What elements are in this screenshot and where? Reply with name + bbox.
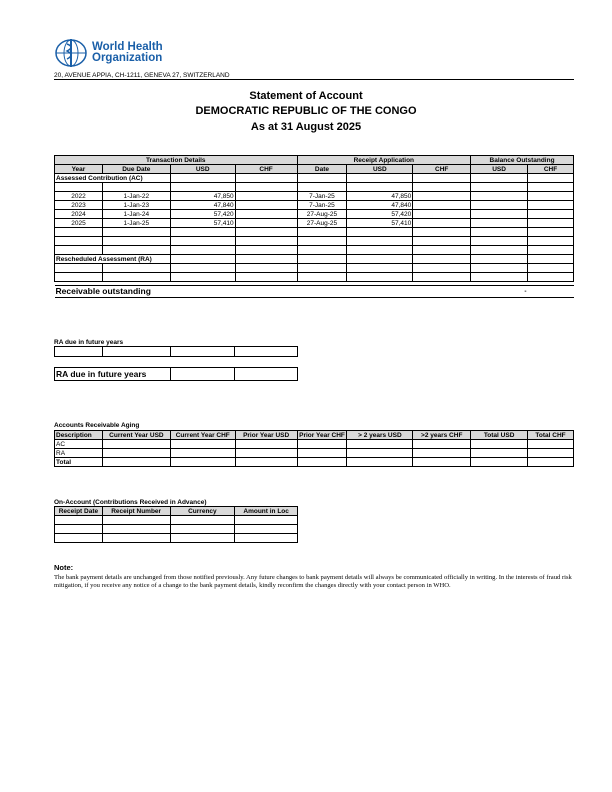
table-row [55, 516, 298, 525]
org-logo-text [92, 42, 163, 64]
section-ac-label: Assessed Contribution (AC) [55, 174, 171, 183]
section-row-ac [55, 174, 574, 183]
group-balance-outstanding: Balance Outstanding [471, 156, 574, 165]
note-block [54, 564, 574, 591]
country-title: DEMOCRATIC REPUBLIC OF THE CONGO [195, 105, 417, 117]
table-row [55, 525, 298, 534]
table-row [55, 534, 298, 543]
table-row [55, 228, 574, 237]
aging-header-row: Description Current Year USD Current Year CHF Prior Year USD Prior Year CHF > 2 years USD >2 years CHF Total USD Total CHF [55, 431, 574, 440]
col-balance-chf: CHF [528, 165, 574, 174]
col-due-date: Due Date [102, 165, 170, 174]
table-row [55, 183, 574, 192]
group-receipt-application: Receipt Application [297, 156, 471, 165]
ra-future-big-label: RA due in future years [55, 368, 171, 381]
table-row [55, 237, 574, 246]
ra-future-table [54, 346, 298, 357]
table-row: 2025 1-Jan-25 57,410 27-Aug-25 57,410 [55, 219, 574, 228]
org-name-line2: Organization [92, 52, 163, 64]
table-row: AC [55, 440, 574, 449]
table-row [55, 264, 574, 273]
section-ra-label: Rescheduled Assessment (RA) [55, 255, 171, 264]
table-row: RA [55, 449, 574, 458]
table-row: 2024 1-Jan-24 57,420 27-Aug-25 57,420 [55, 210, 574, 219]
ra-future-small-label: RA due in future years [54, 339, 124, 346]
col-balance-usd: USD [471, 165, 528, 174]
table-row: 2023 1-Jan-23 47,840 7-Jan-25 47,840 [55, 201, 574, 210]
col-year: Year [55, 165, 103, 174]
on-account-header-row: Receipt Date Receipt Number Currency Amount in Loc [55, 507, 298, 516]
group-header-row [55, 156, 574, 165]
col-date: Date [297, 165, 347, 174]
who-emblem-icon [54, 38, 90, 68]
on-account-table [54, 506, 298, 543]
org-name-line1: World Health [92, 41, 163, 53]
table-row: 2022 1-Jan-22 47,850 7-Jan-25 47,850 [55, 192, 574, 201]
receivable-outstanding-row [55, 286, 574, 298]
aging-title: Accounts Receivable Aging [54, 422, 140, 429]
date-title: As at 31 August 2025 [250, 121, 362, 133]
statement-title: Statement of Account [249, 90, 363, 102]
on-account-title: On-Account (Contributions Received in Advance) [54, 499, 207, 506]
table-row [55, 246, 574, 255]
receivable-outstanding-label: Receivable outstanding [55, 286, 298, 298]
col-chf: CHF [235, 165, 297, 174]
note-heading: Note: [54, 563, 74, 572]
note-text: The bank payment details are unchanged from those notified previously. Any future changes to bank payment details will always be communicated officially in writing. In the interests of fraud risk mitigation, if you receive any notice of a change to the bank payment details, kindly reconfirm the changes directly with your contact person in WHO. [54, 573, 572, 590]
col-usd: USD [170, 165, 235, 174]
aging-table [54, 430, 574, 467]
group-transaction-details: Transaction Details [55, 156, 298, 165]
statement-table [54, 155, 574, 298]
ra-future-total-table [54, 367, 298, 381]
org-address: 20, AVENUE APPIA, CH-1211, GENEVA 27, SWITZERLAND [54, 72, 230, 79]
address-divider [54, 79, 574, 80]
section-row-ra [55, 255, 574, 264]
table-row: Total [55, 458, 574, 467]
col-receipt-chf: CHF [413, 165, 471, 174]
column-header-row [55, 165, 574, 174]
col-receipt-usd: USD [347, 165, 413, 174]
receivable-outstanding-value: - [471, 286, 528, 298]
table-row [55, 273, 574, 282]
